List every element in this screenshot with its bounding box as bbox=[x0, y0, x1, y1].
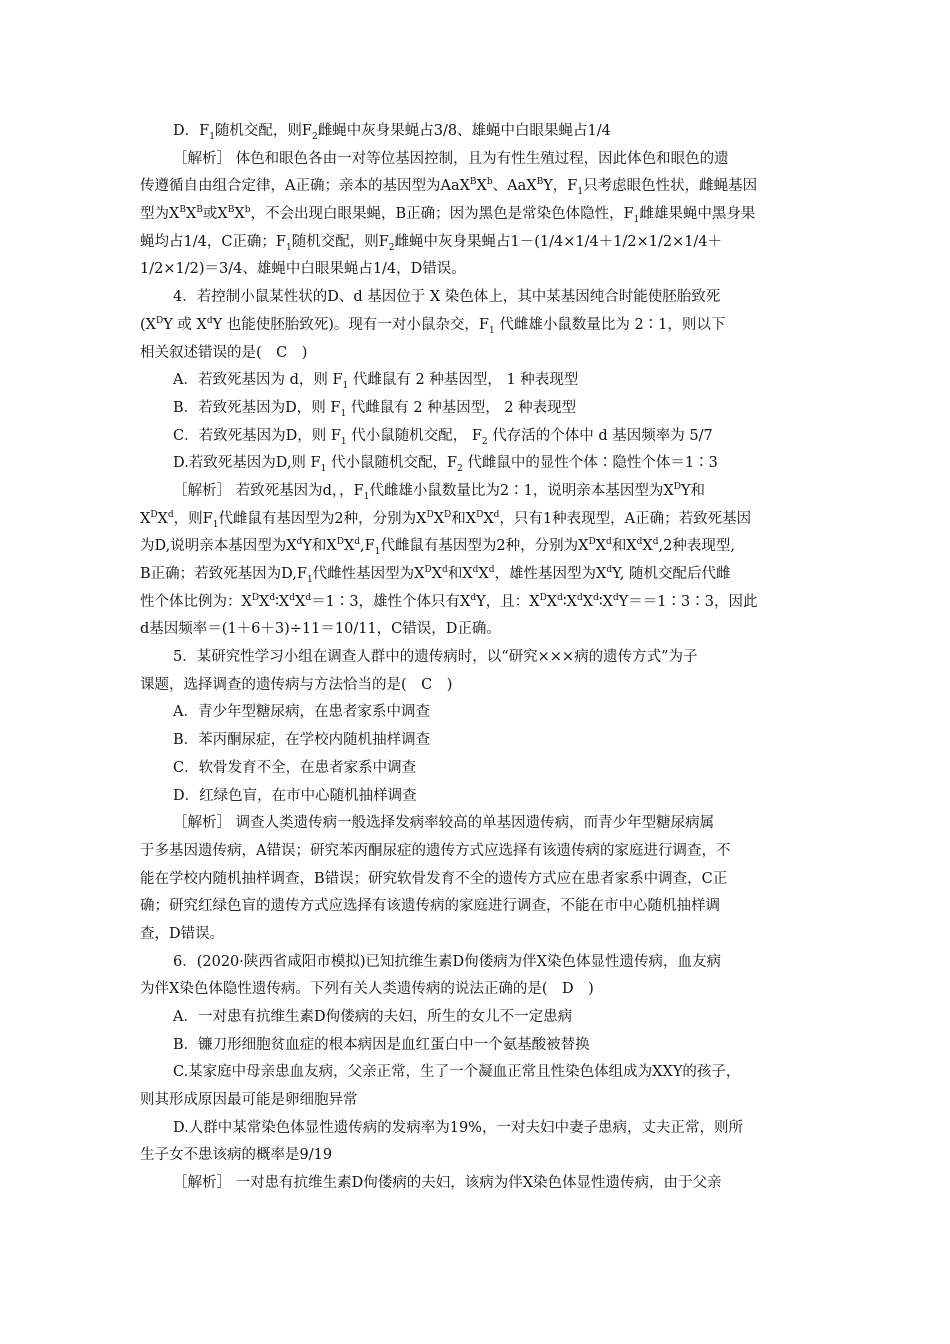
text-line: $X^DX^d$，则$F_1$代雌鼠有基因型为2种，分别为$X^DX^D$和$X^DX^d$，只有1种表现型，A正确；若致死基因 bbox=[140, 509, 752, 530]
text-line: 则其形成原因最可能是卵细胞异常 bbox=[140, 1092, 358, 1109]
text-line: 为伴X染色体隐性遗传病。下列有关人类遗传病的说法正确的是( D ) bbox=[140, 981, 594, 998]
text-line: 蝇均占1/4，C正确；$F_1$随机交配，则$F_2$雌蝇中灰身果蝇占1－(1/4×1/4＋1/2×1/2×1/4＋ bbox=[140, 233, 723, 253]
text-line: ［解析］ 调查人类遗传病一般选择发病率较高的单基因遗传病，而青少年型糖尿病属 bbox=[173, 815, 715, 832]
text-line: D．红绿色盲，在市中心随机抽样调查 bbox=[173, 787, 417, 804]
text-line: ［解析］ 体色和眼色各由一对等位基因控制，且为有性生殖过程，因此体色和眼色的遗 bbox=[173, 150, 729, 167]
text-line: 查，D错误。 bbox=[140, 925, 225, 942]
text-line: B．镰刀形细胞贫血症的根本病因是血红蛋白中一个氨基酸被替换 bbox=[173, 1036, 590, 1053]
text-line: A．若致死基因为 d，则 $F_1$ 代雌鼠有 2 种基因型， 1 种表现型 bbox=[173, 372, 579, 392]
text-line: 于多基因遗传病，A错误；研究苯丙酮尿症的遗传方式应选择有该遗传病的家庭进行调查，不 bbox=[140, 842, 731, 859]
text-line: B．苯丙酮尿症，在学校内随机抽样调查 bbox=[173, 732, 431, 749]
text-line: 为D,说明亲本基因型为$X^dY$和$X^DX^d,F_1$代雌鼠有基因型为2种，分别为$X^DX^d$和$X^dX^d,2$种表现型, bbox=[140, 537, 735, 558]
text-line: 传遵循自由组合定律，A正确；亲本的基因型为$AaX^BX^b$、AaX$^B$Y，$F_1$只考虑眼色性状，雌蝇基因 bbox=[140, 177, 758, 198]
text-line: B正确；若致死基因为$D,F_1$代雌性基因型为$X^DX^d$和$X^dX^d$，雄性基因型为$X^dY$, 随机交配后代雌 bbox=[140, 565, 731, 585]
text-line: 生子女不患该病的概率是9/19 bbox=[140, 1147, 333, 1164]
text-line: D.人群中某常染色体显性遗传病的发病率为19%，一对夫妇中妻子患病，丈夫正常，则所 bbox=[173, 1119, 743, 1136]
text-line: 5．某研究性学习小组在调查人群中的遗传病时，以“研究×××病的遗传方式”为子 bbox=[173, 649, 698, 666]
text-line: ($X^DY$ 或 $X^dY$ 也能使胚胎致死)。现有一对小鼠杂交，$F_1$ 代雌雄小鼠数量比为 2∶1，则以下 bbox=[140, 315, 726, 336]
text-line: 6．(2020·陕西省咸阳市模拟)已知抗维生素D佝偻病为伴X染色体显性遗传病，血友病 bbox=[173, 953, 721, 970]
text-line: d基因频率＝(1＋6＋3)÷11＝10/11，C错误，D正确。 bbox=[140, 621, 501, 638]
text-line: D．$F_1$随机交配，则$F_2$雌蝇中灰身果蝇占3/8、雄蝇中白眼果蝇占1/4 bbox=[173, 123, 611, 142]
text-line: A．一对患有抗维生素D佝偻病的夫妇，所生的女儿不一定患病 bbox=[173, 1009, 573, 1025]
text-line: ［解析］ 一对患有抗维生素D佝偻病的夫妇，该病为伴X染色体显性遗传病，由于父亲 bbox=[173, 1175, 722, 1192]
text-line: A．青少年型糖尿病，在患者家系中调查 bbox=[173, 704, 430, 721]
text-line: 性个体比例为：$X^DX^d∶X^dX^d=1∶3$，雄性个体只有$X^dY$，且：$X^DX^d∶X^dX^d∶X^dY==1∶3∶3$，因此 bbox=[140, 592, 758, 610]
text-line: ［解析］ 若致死基因为d，，$F_1$代雌雄小鼠数量比为2∶1，说明亲本基因型为$X^DY$和 bbox=[173, 482, 706, 502]
text-line: 课题，选择调查的遗传病与方法恰当的是( C ) bbox=[140, 676, 453, 693]
text-line: C．软骨发育不全，在患者家系中调查 bbox=[173, 759, 417, 776]
text-line: 相关叙述错误的是( C ) bbox=[140, 344, 308, 361]
text-line: 1/2×1/2)＝3/4、雄蝇中白眼果蝇占1/4，D错误。 bbox=[140, 261, 466, 278]
text-line: 型为$X^BX^B$或$X^BX^b$，不会出现白眼果蝇，B正确；因为黑色是常染色体隐性，$F_1$雌雄果蝇中黑身果 bbox=[140, 205, 756, 225]
text-line: 确；研究红绿色盲的遗传方式应选择有该遗传病的家庭进行调查，不能在市中心随机抽样调 bbox=[140, 898, 720, 915]
text-line: D.若致死基因为D,则 $F_1$ 代小鼠随机交配，$F_2$ 代雌鼠中的显性个体∶隐性个体＝1∶3 bbox=[173, 455, 718, 475]
text-line: B．若致死基因为D，则 $F_1$ 代雌鼠有 2 种基因型， 2 种表现型 bbox=[173, 399, 577, 419]
document-body bbox=[140, 118, 820, 1198]
text-line: C.某家庭中母亲患血友病，父亲正常，生了一个凝血正常且性染色体组成为XXY的孩子， bbox=[173, 1064, 741, 1081]
text-line: 4．若控制小鼠某性状的D、d 基因位于 X 染色体上，其中某基因纯合时能使胚胎致死 bbox=[173, 289, 721, 306]
text-line: 能在学校内随机抽样调查，B错误；研究软骨发育不全的遗传方式应在患者家系中调查，C正 bbox=[140, 870, 728, 887]
text-line: C．若致死基因为D，则 $F_1$ 代小鼠随机交配， $F_2$ 代存活的个体中 d 基因频率为 5/7 bbox=[173, 427, 713, 447]
